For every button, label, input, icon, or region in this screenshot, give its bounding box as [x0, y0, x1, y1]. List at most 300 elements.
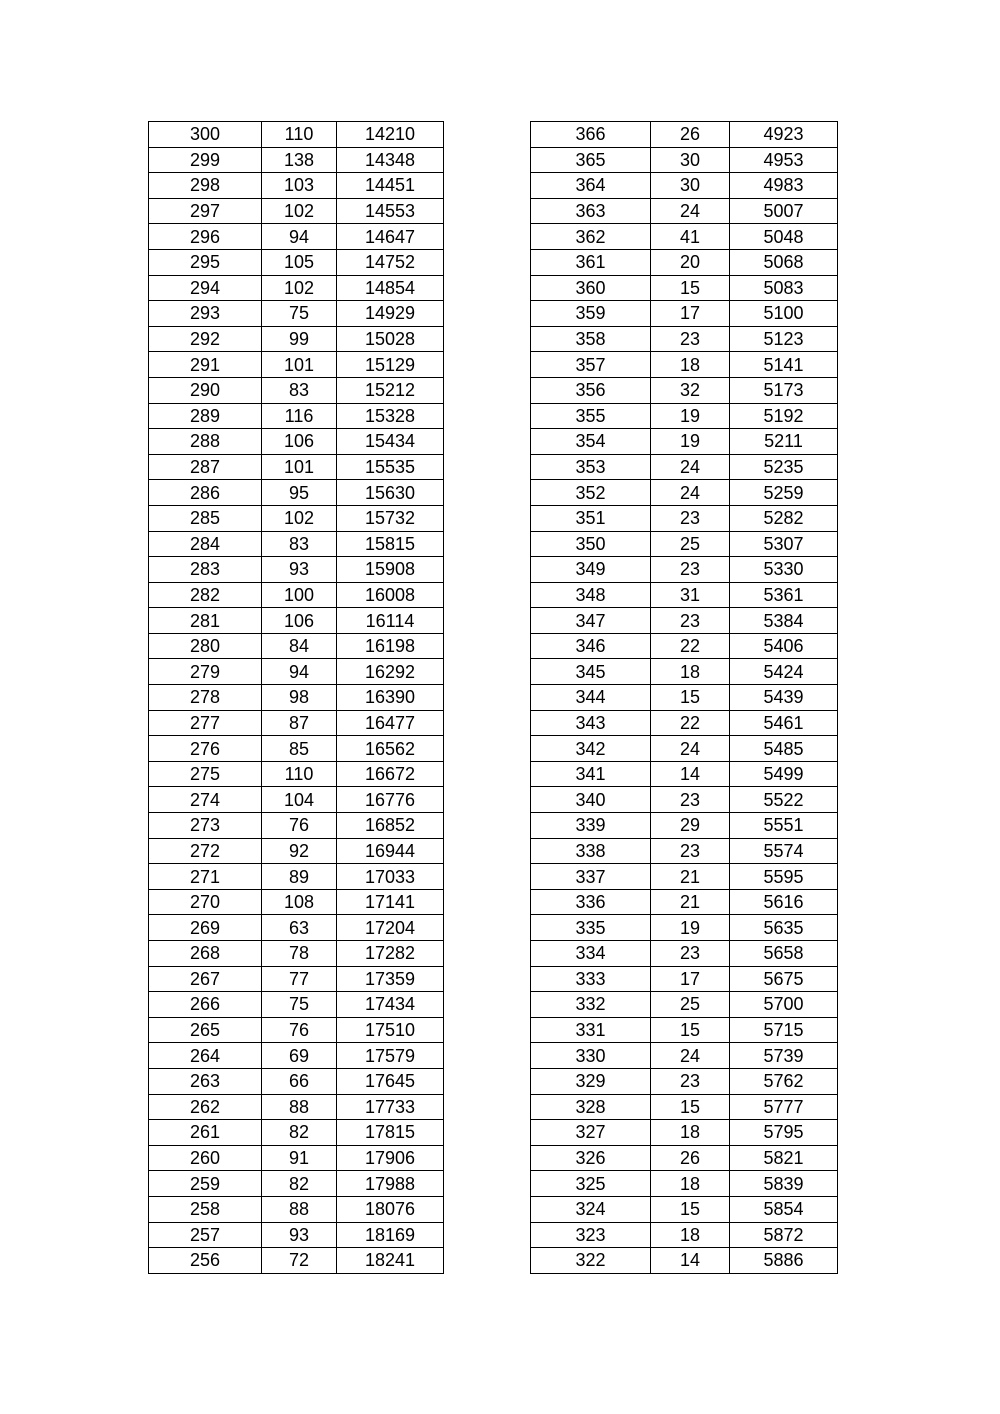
table-row — [531, 864, 838, 890]
table-row — [149, 736, 444, 762]
cumulative-cell: 15908 — [337, 557, 444, 583]
count-cell: 106 — [262, 608, 337, 634]
cumulative-cell: 4923 — [730, 122, 838, 148]
count-cell: 102 — [262, 275, 337, 301]
count-cell: 21 — [651, 889, 730, 915]
score-cell: 322 — [531, 1248, 651, 1274]
score-cell: 256 — [149, 1248, 262, 1274]
table-row — [149, 915, 444, 941]
count-cell: 87 — [262, 710, 337, 736]
score-cell: 267 — [149, 966, 262, 992]
cumulative-cell: 5235 — [730, 454, 838, 480]
count-cell: 24 — [651, 198, 730, 224]
score-cell: 353 — [531, 454, 651, 480]
score-cell: 269 — [149, 915, 262, 941]
score-cell: 341 — [531, 761, 651, 787]
cumulative-cell: 15434 — [337, 429, 444, 455]
table-row — [149, 1248, 444, 1274]
score-cell: 274 — [149, 787, 262, 813]
cumulative-cell: 17282 — [337, 941, 444, 967]
cumulative-cell: 5551 — [730, 813, 838, 839]
table-row — [149, 889, 444, 915]
table-row — [531, 301, 838, 327]
cumulative-cell: 5872 — [730, 1222, 838, 1248]
count-cell: 15 — [651, 275, 730, 301]
cumulative-cell: 17204 — [337, 915, 444, 941]
score-cell: 331 — [531, 1017, 651, 1043]
count-cell: 100 — [262, 582, 337, 608]
score-cell: 257 — [149, 1222, 262, 1248]
cumulative-cell: 5715 — [730, 1017, 838, 1043]
table-row — [531, 403, 838, 429]
cumulative-cell: 14451 — [337, 173, 444, 199]
score-cell: 293 — [149, 301, 262, 327]
cumulative-cell: 17510 — [337, 1017, 444, 1043]
table-row — [531, 224, 838, 250]
table-row — [531, 889, 838, 915]
table-row — [149, 1043, 444, 1069]
count-cell: 25 — [651, 531, 730, 557]
count-cell: 15 — [651, 1094, 730, 1120]
table-row — [149, 813, 444, 839]
table-row — [531, 198, 838, 224]
table-row — [531, 992, 838, 1018]
score-cell: 365 — [531, 147, 651, 173]
count-cell: 101 — [262, 454, 337, 480]
table-row — [149, 941, 444, 967]
cumulative-cell: 15028 — [337, 326, 444, 352]
table-row — [531, 531, 838, 557]
table-row — [149, 403, 444, 429]
count-cell: 103 — [262, 173, 337, 199]
score-cell: 323 — [531, 1222, 651, 1248]
cumulative-cell: 16562 — [337, 736, 444, 762]
cumulative-cell: 5083 — [730, 275, 838, 301]
count-cell: 85 — [262, 736, 337, 762]
table-row — [149, 531, 444, 557]
score-cell: 276 — [149, 736, 262, 762]
table-row — [531, 173, 838, 199]
cumulative-cell: 15212 — [337, 377, 444, 403]
score-cell: 325 — [531, 1171, 651, 1197]
table-row — [149, 787, 444, 813]
table-row — [149, 1222, 444, 1248]
cumulative-cell: 5424 — [730, 659, 838, 685]
count-cell: 77 — [262, 966, 337, 992]
table-row — [149, 838, 444, 864]
count-cell: 108 — [262, 889, 337, 915]
table-row — [531, 813, 838, 839]
score-cell: 265 — [149, 1017, 262, 1043]
cumulative-cell: 18169 — [337, 1222, 444, 1248]
score-cell: 347 — [531, 608, 651, 634]
table-row — [149, 761, 444, 787]
count-cell: 15 — [651, 685, 730, 711]
count-cell: 138 — [262, 147, 337, 173]
cumulative-cell: 4983 — [730, 173, 838, 199]
count-cell: 23 — [651, 941, 730, 967]
count-cell: 24 — [651, 1043, 730, 1069]
score-cell: 259 — [149, 1171, 262, 1197]
cumulative-cell: 17815 — [337, 1120, 444, 1146]
table-row — [531, 505, 838, 531]
cumulative-cell: 17359 — [337, 966, 444, 992]
table-row — [149, 608, 444, 634]
cumulative-cell: 17733 — [337, 1094, 444, 1120]
count-cell: 78 — [262, 941, 337, 967]
score-cell: 300 — [149, 122, 262, 148]
score-cell: 272 — [149, 838, 262, 864]
table-row — [531, 249, 838, 275]
cumulative-cell: 5173 — [730, 377, 838, 403]
score-cell: 327 — [531, 1120, 651, 1146]
score-cell: 288 — [149, 429, 262, 455]
score-cell: 342 — [531, 736, 651, 762]
cumulative-cell: 15630 — [337, 480, 444, 506]
count-cell: 26 — [651, 122, 730, 148]
score-cell: 294 — [149, 275, 262, 301]
count-cell: 99 — [262, 326, 337, 352]
score-cell: 348 — [531, 582, 651, 608]
score-cell: 337 — [531, 864, 651, 890]
cumulative-cell: 16114 — [337, 608, 444, 634]
table-row — [531, 608, 838, 634]
score-cell: 339 — [531, 813, 651, 839]
cumulative-cell: 5211 — [730, 429, 838, 455]
count-cell: 17 — [651, 301, 730, 327]
count-cell: 23 — [651, 787, 730, 813]
cumulative-cell: 5461 — [730, 710, 838, 736]
count-cell: 91 — [262, 1145, 337, 1171]
score-cell: 328 — [531, 1094, 651, 1120]
table-row — [149, 249, 444, 275]
cumulative-cell: 5384 — [730, 608, 838, 634]
table-row — [531, 582, 838, 608]
table-row — [149, 659, 444, 685]
table-row — [149, 275, 444, 301]
score-cell: 279 — [149, 659, 262, 685]
table-row — [149, 582, 444, 608]
score-cell: 333 — [531, 966, 651, 992]
count-cell: 22 — [651, 633, 730, 659]
cumulative-cell: 5485 — [730, 736, 838, 762]
score-cell: 261 — [149, 1120, 262, 1146]
table-row — [531, 633, 838, 659]
score-cell: 273 — [149, 813, 262, 839]
score-cell: 340 — [531, 787, 651, 813]
score-cell: 287 — [149, 454, 262, 480]
score-cell: 356 — [531, 377, 651, 403]
table-row — [531, 736, 838, 762]
table-row — [149, 1196, 444, 1222]
count-cell: 88 — [262, 1094, 337, 1120]
cumulative-cell: 15815 — [337, 531, 444, 557]
cumulative-cell: 17434 — [337, 992, 444, 1018]
cumulative-cell: 5658 — [730, 941, 838, 967]
table-row — [149, 224, 444, 250]
count-cell: 23 — [651, 557, 730, 583]
cumulative-cell: 16292 — [337, 659, 444, 685]
score-cell: 283 — [149, 557, 262, 583]
count-cell: 101 — [262, 352, 337, 378]
score-cell: 258 — [149, 1196, 262, 1222]
cumulative-cell: 5307 — [730, 531, 838, 557]
score-cell: 298 — [149, 173, 262, 199]
count-cell: 98 — [262, 685, 337, 711]
table-row — [149, 505, 444, 531]
count-cell: 83 — [262, 531, 337, 557]
count-cell: 18 — [651, 1222, 730, 1248]
table-row — [149, 377, 444, 403]
count-cell: 105 — [262, 249, 337, 275]
cumulative-cell: 14348 — [337, 147, 444, 173]
cumulative-cell: 5048 — [730, 224, 838, 250]
score-cell: 362 — [531, 224, 651, 250]
score-cell: 343 — [531, 710, 651, 736]
table-row — [149, 710, 444, 736]
cumulative-cell: 4953 — [730, 147, 838, 173]
table-row — [531, 429, 838, 455]
table-row — [531, 1094, 838, 1120]
score-cell: 358 — [531, 326, 651, 352]
table-row — [531, 557, 838, 583]
count-cell: 15 — [651, 1017, 730, 1043]
count-cell: 14 — [651, 761, 730, 787]
score-cell: 280 — [149, 633, 262, 659]
score-cell: 335 — [531, 915, 651, 941]
cumulative-cell: 17033 — [337, 864, 444, 890]
cumulative-cell: 16477 — [337, 710, 444, 736]
table-row — [149, 557, 444, 583]
score-cell: 350 — [531, 531, 651, 557]
table-row — [149, 122, 444, 148]
cumulative-cell: 16776 — [337, 787, 444, 813]
score-cell: 281 — [149, 608, 262, 634]
score-cell: 366 — [531, 122, 651, 148]
cumulative-cell: 5406 — [730, 633, 838, 659]
cumulative-cell: 5675 — [730, 966, 838, 992]
score-cell: 336 — [531, 889, 651, 915]
score-cell: 264 — [149, 1043, 262, 1069]
count-cell: 23 — [651, 1068, 730, 1094]
count-cell: 93 — [262, 1222, 337, 1248]
cumulative-cell: 14752 — [337, 249, 444, 275]
cumulative-cell: 15328 — [337, 403, 444, 429]
count-cell: 69 — [262, 1043, 337, 1069]
table-row — [149, 1145, 444, 1171]
score-cell: 354 — [531, 429, 651, 455]
score-cell: 326 — [531, 1145, 651, 1171]
cumulative-cell: 5795 — [730, 1120, 838, 1146]
score-cell: 262 — [149, 1094, 262, 1120]
count-cell: 106 — [262, 429, 337, 455]
count-cell: 95 — [262, 480, 337, 506]
table-row — [531, 1120, 838, 1146]
cumulative-cell: 5282 — [730, 505, 838, 531]
table-row — [149, 173, 444, 199]
cumulative-cell: 14647 — [337, 224, 444, 250]
score-table-left-body — [149, 122, 444, 1274]
table-row — [531, 1171, 838, 1197]
table-row — [149, 1120, 444, 1146]
count-cell: 63 — [262, 915, 337, 941]
table-row — [531, 326, 838, 352]
score-cell: 296 — [149, 224, 262, 250]
score-cell: 278 — [149, 685, 262, 711]
count-cell: 82 — [262, 1171, 337, 1197]
cumulative-cell: 5007 — [730, 198, 838, 224]
table-row — [531, 454, 838, 480]
cumulative-cell: 5522 — [730, 787, 838, 813]
count-cell: 20 — [651, 249, 730, 275]
count-cell: 94 — [262, 224, 337, 250]
count-cell: 76 — [262, 813, 337, 839]
count-cell: 30 — [651, 147, 730, 173]
score-cell: 338 — [531, 838, 651, 864]
table-row — [531, 377, 838, 403]
table-row — [149, 352, 444, 378]
score-table-left — [148, 121, 444, 1274]
table-row — [531, 1196, 838, 1222]
cumulative-cell: 5123 — [730, 326, 838, 352]
table-row — [531, 838, 838, 864]
count-cell: 26 — [651, 1145, 730, 1171]
score-cell: 286 — [149, 480, 262, 506]
cumulative-cell: 5821 — [730, 1145, 838, 1171]
score-cell: 324 — [531, 1196, 651, 1222]
count-cell: 14 — [651, 1248, 730, 1274]
table-row — [149, 301, 444, 327]
score-cell: 277 — [149, 710, 262, 736]
count-cell: 102 — [262, 505, 337, 531]
cumulative-cell: 5854 — [730, 1196, 838, 1222]
count-cell: 75 — [262, 992, 337, 1018]
count-cell: 72 — [262, 1248, 337, 1274]
table-row — [149, 326, 444, 352]
cumulative-cell: 18241 — [337, 1248, 444, 1274]
table-row — [149, 966, 444, 992]
cumulative-cell: 16008 — [337, 582, 444, 608]
cumulative-cell: 5361 — [730, 582, 838, 608]
count-cell: 32 — [651, 377, 730, 403]
cumulative-cell: 5595 — [730, 864, 838, 890]
table-row — [531, 147, 838, 173]
count-cell: 116 — [262, 403, 337, 429]
table-row — [531, 685, 838, 711]
score-cell: 329 — [531, 1068, 651, 1094]
cumulative-cell: 15732 — [337, 505, 444, 531]
count-cell: 31 — [651, 582, 730, 608]
score-cell: 334 — [531, 941, 651, 967]
cumulative-cell: 5330 — [730, 557, 838, 583]
score-cell: 364 — [531, 173, 651, 199]
score-cell: 289 — [149, 403, 262, 429]
count-cell: 75 — [262, 301, 337, 327]
count-cell: 82 — [262, 1120, 337, 1146]
score-cell: 297 — [149, 198, 262, 224]
count-cell: 29 — [651, 813, 730, 839]
count-cell: 110 — [262, 122, 337, 148]
score-cell: 282 — [149, 582, 262, 608]
table-row — [531, 1043, 838, 1069]
score-cell: 351 — [531, 505, 651, 531]
count-cell: 30 — [651, 173, 730, 199]
score-cell: 266 — [149, 992, 262, 1018]
score-cell: 357 — [531, 352, 651, 378]
count-cell: 88 — [262, 1196, 337, 1222]
count-cell: 24 — [651, 454, 730, 480]
score-cell: 361 — [531, 249, 651, 275]
count-cell: 22 — [651, 710, 730, 736]
score-cell: 344 — [531, 685, 651, 711]
cumulative-cell: 14929 — [337, 301, 444, 327]
score-cell: 295 — [149, 249, 262, 275]
cumulative-cell: 5616 — [730, 889, 838, 915]
table-row — [149, 1171, 444, 1197]
cumulative-cell: 16198 — [337, 633, 444, 659]
cumulative-cell: 5141 — [730, 352, 838, 378]
score-cell: 360 — [531, 275, 651, 301]
count-cell: 83 — [262, 377, 337, 403]
score-cell: 275 — [149, 761, 262, 787]
score-cell: 284 — [149, 531, 262, 557]
count-cell: 41 — [651, 224, 730, 250]
count-cell: 19 — [651, 429, 730, 455]
table-row — [531, 1017, 838, 1043]
score-cell: 332 — [531, 992, 651, 1018]
score-cell: 346 — [531, 633, 651, 659]
count-cell: 93 — [262, 557, 337, 583]
score-cell: 345 — [531, 659, 651, 685]
score-cell: 355 — [531, 403, 651, 429]
count-cell: 18 — [651, 1120, 730, 1146]
cumulative-cell: 16852 — [337, 813, 444, 839]
score-cell: 268 — [149, 941, 262, 967]
table-row — [531, 915, 838, 941]
score-cell: 363 — [531, 198, 651, 224]
table-row — [531, 966, 838, 992]
table-row — [149, 454, 444, 480]
count-cell: 18 — [651, 659, 730, 685]
cumulative-cell: 5777 — [730, 1094, 838, 1120]
cumulative-cell: 17579 — [337, 1043, 444, 1069]
cumulative-cell: 5499 — [730, 761, 838, 787]
cumulative-cell: 5259 — [730, 480, 838, 506]
table-row — [531, 352, 838, 378]
count-cell: 19 — [651, 403, 730, 429]
cumulative-cell: 5700 — [730, 992, 838, 1018]
table-row — [149, 147, 444, 173]
table-row — [149, 992, 444, 1018]
count-cell: 18 — [651, 1171, 730, 1197]
cumulative-cell: 5192 — [730, 403, 838, 429]
score-cell: 352 — [531, 480, 651, 506]
table-row — [531, 710, 838, 736]
score-cell: 285 — [149, 505, 262, 531]
score-cell: 349 — [531, 557, 651, 583]
score-cell: 260 — [149, 1145, 262, 1171]
table-row — [149, 1017, 444, 1043]
table-row — [531, 659, 838, 685]
cumulative-cell: 5886 — [730, 1248, 838, 1274]
count-cell: 17 — [651, 966, 730, 992]
count-cell: 23 — [651, 326, 730, 352]
score-cell: 330 — [531, 1043, 651, 1069]
score-cell: 291 — [149, 352, 262, 378]
cumulative-cell: 18076 — [337, 1196, 444, 1222]
count-cell: 23 — [651, 505, 730, 531]
table-row — [531, 1068, 838, 1094]
